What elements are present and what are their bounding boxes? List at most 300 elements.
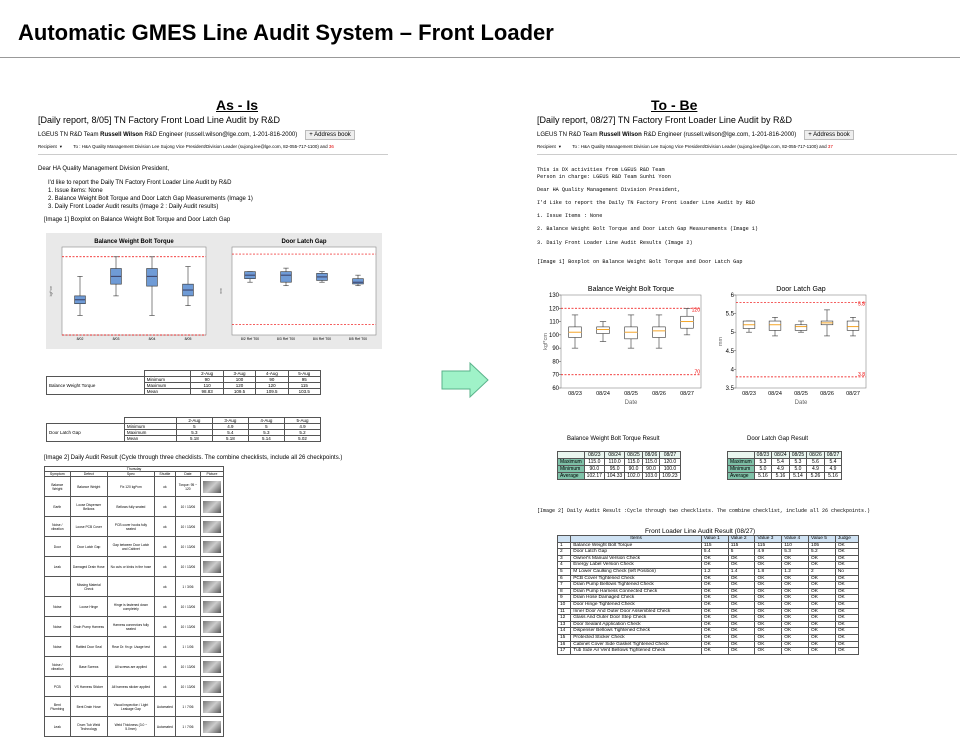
table-cell: OK [701,621,728,628]
table-cell: 103.0 [642,473,660,480]
table-cell: Automated [154,717,175,737]
table-cell: OK [755,648,782,655]
table-cell: OK [728,562,755,569]
table-cell: OK [782,621,809,628]
table-cell: 5.4 [772,459,790,466]
table-cell: ok [154,537,175,557]
table-row-label: Balance Weight Torque [47,377,145,395]
table-cell [107,577,154,597]
chart-title: Balance Weight Bolt Torque [94,239,174,245]
asis-to-line: To : H&A Quality Management Division Lee Sujong Vice President/Division Leader (sujong.lee@lge.com, 82-055-717-1100) and [73,144,328,149]
table-cell: 5.26 [807,473,825,480]
x-tick-label: 8/3 Ref T00 [276,337,296,341]
table-cell: OK [755,634,782,641]
table-header: 08/24 [604,452,624,459]
table-cell: OK [728,588,755,595]
title-divider [0,57,960,58]
table-cell: 7 [558,582,571,589]
table-row [558,568,859,575]
table-cell: OK [728,628,755,635]
asis-intro: I'd like to report the Daily TN Factory Front Loader Line Audit by R&D [48,180,232,186]
table-cell: OK [782,555,809,562]
table-cell: OK [728,608,755,615]
x-tick-label: 8/5 Ref T00 [348,337,368,341]
asis-address-book-button[interactable]: + Address book [305,130,355,140]
table-cell: OK [728,601,755,608]
table-cell: OK [728,621,755,628]
table-cell: 5.3 [248,430,284,436]
table-cell: 16 [558,641,571,648]
body-line: This is DX activities from LGEUS R&D Team [537,167,665,173]
table-cell: 5 [176,424,212,430]
defect-photo [200,717,223,737]
table-cell: 10 / 13/06 [175,497,200,517]
x-tick-label: 08/23 [742,391,756,397]
asis-greeting: Dear HA Quality Management Division President, [38,166,170,172]
table-cell: 2 [558,549,571,556]
table-cell: OK [835,648,858,655]
y-tick-label: 4.5 [725,348,734,355]
tobe-email [537,115,957,655]
table-row [45,517,224,537]
table-row [45,477,224,497]
table-cell: Door Latch Gap [70,537,107,557]
table-cell: No cuts or kinks in the hose [107,557,154,577]
asis-torque-boxplot [46,233,212,349]
x-tick-label: 08/27 [680,391,694,397]
table-row-label: Door Latch Gap [47,424,125,442]
tobe-audit-table [557,535,859,655]
table-header: 3-Aug [223,371,255,377]
table-cell: OK [701,634,728,641]
table-cell: OK [755,615,782,622]
y-tick-label: 5.5 [725,311,734,318]
table-row [558,588,859,595]
x-axis-label: Date [794,400,808,406]
table-header: Items [571,536,702,543]
table-cell: 109.5 [223,389,255,395]
asis-gap-boxplot [216,233,382,349]
table-cell: OK [755,608,782,615]
table-cell: PCB [45,677,71,697]
table-cell: 10 / 13/06 [175,677,200,697]
table-row [558,634,859,641]
table-cell: OK [782,641,809,648]
table-cell: Loose PCB Cover [70,517,107,537]
table-cell: Missing Material Check [70,577,107,597]
table-header: Symptom [45,472,71,477]
table-cell: OK [835,608,858,615]
table-cell: No [835,568,858,575]
y-tick-label: 100 [548,332,559,339]
table-cell: Door Sealant Application Check [571,621,702,628]
table-cell: 5.16 [824,473,842,480]
table-cell: OK [701,641,728,648]
defect-photo [200,597,223,617]
table-row [558,575,859,582]
table-header: 08/25 [625,452,643,459]
table-cell: 120 [223,383,255,389]
table-cell: OK [809,608,836,615]
table-cell: Drain Pump Harness Connected Check [571,588,702,595]
table-row [728,466,842,473]
table-row [558,473,681,480]
table-cell: ok [154,677,175,697]
asis-item: 2. Balance Weight Bolt Torque and Door Latch Gap Measurements (Image 1) [48,196,253,202]
table-header: 08/26 [642,452,660,459]
tobe-recipient-count: 37 [827,144,833,149]
table-cell: 5.0 [754,466,772,473]
table-cell: OK [755,621,782,628]
table-cell: 5.3 [789,459,807,466]
table-cell: 1 / 1/06 [175,637,200,657]
table-cell: Earth [45,497,71,517]
table-cell: 10 / 13/06 [175,617,200,637]
asis-subject: [Daily report, 8/05] TN Factory Front Load Line Audit by R&D [38,115,280,125]
table-header: 2-Aug [176,418,212,424]
table-cell: OK [701,582,728,589]
asis-chart-area [46,233,382,349]
table-cell: 10 / 13/06 [175,657,200,677]
table-cell: OK [835,634,858,641]
table-cell: 1 / 3/06 [175,577,200,597]
table-cell: Tub Side Air Vent Bellows Tightened Check [571,648,702,655]
table-cell: Owner's Manual Version Check [571,555,702,562]
table-row [558,595,859,602]
table-cell: 1.8 [755,568,782,575]
table-cell: 100 [223,377,255,383]
tobe-torque-boxplot [527,281,707,406]
table-header: Date [175,472,200,477]
y-axis-label: kgf*cm [543,333,549,350]
table-cell: PCB Cover Tightened Check [571,575,702,582]
chart-title: Door Latch Gap [281,239,327,245]
table-cell: Door Latch Gap [571,549,702,556]
chevron-down-icon: ▾ [59,144,63,149]
body-line: [Image 1] Boxplot on Balance Weight Bolt Torque and Door Latch Gap [537,259,743,266]
table-row [728,459,842,466]
table-cell: OK [782,562,809,569]
table-header: Spec [107,472,154,477]
chevron-down-icon: ▾ [558,144,562,149]
table-row [558,641,859,648]
table-cell: 100.0 [660,466,680,473]
table-cell: 98.83 [191,389,223,395]
table-cell: OK [755,562,782,569]
table-cell: Balance Weight Bolt Torque [571,542,702,549]
table-cell: OK [755,582,782,589]
table-row [558,615,859,622]
table-cell: 104.33 [604,473,624,480]
y-tick-label: 110 [549,319,559,326]
table-cell: Maximum [124,430,176,436]
table-header: 08/23 [584,452,604,459]
x-tick-label: 08/23 [568,391,582,397]
table-cell: Balance Weight [70,477,107,497]
table-cell: Balance Weight [45,477,71,497]
table-cell: OK [782,608,809,615]
y-axis-label: mm [219,288,223,294]
table-row [558,621,859,628]
table-cell: 5.3 [782,549,809,556]
table-cell: 5.14 [248,436,284,442]
table-cell: Bent Plumbing [45,697,71,717]
table-cell: 115.0 [625,459,643,466]
table-cell: OK [728,595,755,602]
table-cell: 9 [558,595,571,602]
table-header: 08/25 [789,452,807,459]
body-line [537,180,957,187]
table-cell: 5.0 [789,466,807,473]
table-header: Judge [835,536,858,543]
table-cell: 4.9 [824,466,842,473]
table-cell: 90.0 [642,466,660,473]
table-cell: 10 / 13/06 [175,537,200,557]
table-cell: OK [809,588,836,595]
table-cell: OK [755,628,782,635]
tobe-address-book-button[interactable]: + Address book [804,130,854,140]
table-cell: 110.0 [604,459,624,466]
table-cell: OK [782,595,809,602]
table-cell: ok [154,657,175,677]
table-cell: 90 [191,377,223,383]
table-cell: OK [835,601,858,608]
y-axis-label: kgf*cm [49,285,53,297]
table-cell: 1 [558,542,571,549]
table-cell: Fix 120 kgf*cm [107,477,154,497]
slide-title: Automatic GMES Line Audit System – Front Loader [18,20,554,45]
table-cell: OK [782,648,809,655]
table-header: Defect [70,472,107,477]
defect-photo [200,697,223,717]
tobe-audit-title: Front Loader Line Audit Result (08/27) [645,528,756,535]
table-row [558,555,859,562]
table-cell: 4.9 [807,466,825,473]
table-cell: Mean [144,389,191,395]
table-header: 3-Aug [212,418,248,424]
x-tick-label: 8/04 [148,337,156,341]
table-cell: Glass And Outer Door Step Check [571,615,702,622]
table-cell: OK [782,575,809,582]
table-header: Thursday [45,467,224,472]
table-cell: 103.5 [288,389,320,395]
table-header: Value 3 [755,536,782,543]
asis-item: 3. Daily Front Loader Audit results (Image 2 : Daily Audit results) [48,204,219,210]
table-cell: OK [809,595,836,602]
defect-photo [200,537,223,557]
table-cell: 4.9 [772,466,790,473]
table-cell: Minimum [728,466,755,473]
table-cell: 5.16 [772,473,790,480]
defect-photo [200,497,223,517]
table-cell: OK [755,601,782,608]
table-row [45,657,224,677]
table-cell: Rear Dr. fin gr. Usage test [107,637,154,657]
table-cell: OK [728,555,755,562]
table-cell: OK [782,634,809,641]
tobe-heading: To - Be [651,97,698,113]
table-cell: 5.02 [284,436,320,442]
table-cell: OK [728,634,755,641]
tobe-gap-boxplot [712,281,872,406]
table-cell: Rattled Door Seal [70,637,107,657]
table-cell: Noise [45,637,71,657]
table-cell: OK [835,549,858,556]
limit-label: 120 [691,307,700,314]
table-row [558,542,859,549]
tobe-recipient-dropdown[interactable]: Recipient [537,144,556,149]
table-cell: Minimum [144,377,191,383]
table-cell: ok [154,637,175,657]
table-cell: Damaged Drain Hose [70,557,107,577]
table-cell: Torque: 95 ~ 120 [175,477,200,497]
table-cell: OK [809,628,836,635]
table-cell: Visual inspection / Light Leakage Gap [107,697,154,717]
table-header: 08/27 [660,452,680,459]
defect-photo [200,517,223,537]
table-header: Shuttle [154,472,175,477]
y-tick-label: 60 [552,386,559,392]
table-header: Value 5 [809,536,836,543]
table-cell: 4.9 [212,424,248,430]
x-axis-label: Date [624,400,638,406]
tobe-image2-caption: [Image 2] Daily Audit Result :Cycle through two checklists. The combine checklist, include all 26 checkpoints.) [537,508,871,514]
table-cell: OK [755,555,782,562]
table-cell: VS Harness Sticker [70,677,107,697]
table-cell: 5.2 [284,430,320,436]
asis-from-info: R&D Engineer (russell.wilson@lge.com, 1-201-816-2000) [144,132,298,138]
table-cell: Leak [45,557,71,577]
table-cell: 115 [755,542,782,549]
tobe-bwt-result-title: Balance Weight Bolt Torque Result [567,436,660,442]
table-row [558,601,859,608]
table-cell: 5.3 [176,430,212,436]
table-cell: 4.9 [755,549,782,556]
table-cell: All screws are applied [107,657,154,677]
table-header: 2-Aug [191,371,223,377]
table-header [558,452,585,459]
table-cell: Bellows fully seated [107,497,154,517]
table-cell: OK [835,588,858,595]
table-cell: 13 [558,621,571,628]
table-cell: 95.0 [604,466,624,473]
table-row [558,582,859,589]
tobe-subject: [Daily report, 08/27] TN Factory Front Loader Line Audit by R&D [537,115,792,125]
table-cell: 5.6 [807,459,825,466]
table-cell: Average [728,473,755,480]
table-cell: Energy Label Version Check [571,562,702,569]
table-cell: Door Hinge Tightened Check [571,601,702,608]
table-cell: Maximum [144,383,191,389]
table-cell: Noise [45,597,71,617]
defect-photo [200,617,223,637]
y-tick-label: 70 [552,372,559,379]
table-cell: 90.0 [625,466,643,473]
table-cell: OK [835,595,858,602]
table-cell: Noise [45,617,71,637]
table-cell: ok [154,597,175,617]
y-tick-label: 80 [552,359,559,366]
body-line: 2. Balance Weight Bolt Torque and Door Latch Gap Measurements (Image 1) [537,226,759,233]
table-cell: 1 / 7/06 [175,697,200,717]
table-cell: Average [558,473,585,480]
table-row [45,597,224,617]
asis-from-name: Russell Wilson [100,132,143,138]
table-row [558,549,859,556]
table-cell: 1 / 7/06 [175,717,200,737]
table-row [45,697,224,717]
defect-photo [200,657,223,677]
table-cell: ok [154,577,175,597]
x-tick-label: 08/25 [624,391,638,397]
body-line [537,193,957,200]
table-cell: 102.17 [584,473,604,480]
asis-image2-caption: [Image 2] Daily Audit Result (Cycle through three checklists. The combine checklists, include all 26 checkpoints.) [44,455,343,461]
table-cell: OK [782,588,809,595]
x-tick-label: 08/25 [794,391,808,397]
table-cell: 115.0 [584,459,604,466]
x-tick-label: 08/24 [596,391,610,397]
body-line: Dear HA Quality Management Division President, [537,186,681,193]
defect-photo [200,557,223,577]
table-cell: OK [701,575,728,582]
table-cell: 90 [256,377,288,383]
table-cell: 3 [558,555,571,562]
table-cell: ok [154,557,175,577]
x-tick-label: 8/02 [76,337,84,341]
table-cell: ok [154,497,175,517]
plot-area [232,247,376,335]
table-header: 08/24 [772,452,790,459]
table-header: Value 2 [728,536,755,543]
table-cell: OK [701,601,728,608]
x-tick-label: 08/26 [820,391,834,397]
table-cell: 10 / 13/06 [175,597,200,617]
table-header: 08/26 [807,452,825,459]
table-cell: 17 [558,648,571,655]
table-cell: 2 [809,568,836,575]
defect-photo [200,677,223,697]
asis-from-team: LGEUS TN R&D Team [38,132,99,138]
tobe-from-info: R&D Engineer (russell.wilson@lge.com, 1-201-816-2000) [643,132,797,138]
table-cell: OK [728,582,755,589]
table-cell: OK [835,615,858,622]
table-cell: OK [809,615,836,622]
table-cell: OK [701,628,728,635]
body-line [537,233,957,240]
table-cell: 5.4 [701,549,728,556]
table-cell: Drain Hose Damaged Check [571,595,702,602]
table-row [558,562,859,569]
table-cell: OK [835,562,858,569]
table-cell: All harness sticker applied [107,677,154,697]
body-line [537,220,957,227]
table-cell: 115 [288,383,320,389]
table-row [558,466,681,473]
table-cell: OK [755,595,782,602]
table-cell: 1.2 [701,568,728,575]
table-cell: 14 [558,628,571,635]
table-cell: 10 / 13/06 [175,517,200,537]
table-cell: Base Screws [70,657,107,677]
table-cell: OK [755,641,782,648]
table-cell: Drain Pump Bellows Tightened Check [571,582,702,589]
table-cell: OK [728,615,755,622]
defect-photo [200,577,223,597]
asis-recipient-dropdown[interactable]: Recipient [38,144,57,149]
table-cell: OK [835,641,858,648]
asis-audit-table [44,466,224,737]
